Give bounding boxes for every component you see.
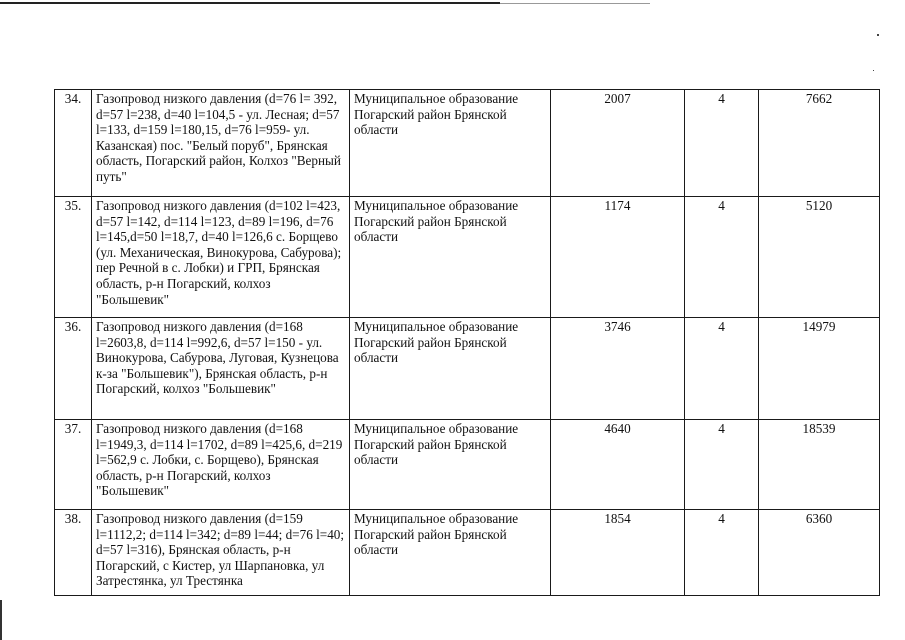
row-number: 38. [55, 510, 92, 596]
cost-value: 7662 [759, 90, 880, 197]
owner-name: Муниципальное образование Погарский район Брянской области [350, 510, 551, 596]
table-row [55, 420, 880, 510]
scan-speck [877, 34, 879, 36]
row-number: 36. [55, 318, 92, 420]
length-value: 1174 [551, 197, 685, 318]
category-value: 4 [685, 420, 759, 510]
length-value: 4640 [551, 420, 685, 510]
scan-speck [873, 70, 874, 71]
table-row [55, 318, 880, 420]
cost-value: 18539 [759, 420, 880, 510]
object-description: Газопровод низкого давления (d=168 l=2603,8, d=114 l=992,6, d=57 l=150 - ул. Винокурова, Сабурова, Луговая, Кузнецова к-за "Большевик"), Брянская область, р-н Погарский, колхоз "Большевик" [92, 318, 350, 420]
length-value: 1854 [551, 510, 685, 596]
object-description: Газопровод низкого давления (d=102 l=423, d=57 l=142, d=114 l=123, d=89 l=196, d=76 l=145,d=50 l=18,7, d=40 l=126,6 с. Борщево (ул. Механическая, Винокурова, Сабурова); пер Речной в с. Лобки) и ГРП, Брянская область, р-н Погарский, колхоз "Большевик" [92, 197, 350, 318]
table-row [55, 510, 880, 596]
owner-name: Муниципальное образование Погарский район Брянской области [350, 197, 551, 318]
category-value: 4 [685, 197, 759, 318]
category-value: 4 [685, 318, 759, 420]
cost-value: 14979 [759, 318, 880, 420]
owner-name: Муниципальное образование Погарский район Брянской области [350, 90, 551, 197]
scan-border-top-faint [500, 3, 650, 4]
scan-border-top [0, 2, 500, 4]
row-number: 34. [55, 90, 92, 197]
object-description: Газопровод низкого давления (d=76 l= 392, d=57 l=238, d=40 l=104,5 - ул. Лесная; d=57 l=133, d=159 l=180,15, d=76 l=959- ул. Казанская) пос. "Белый поруб", Брянская область, Погарский район, Колхоз "Верный путь" [92, 90, 350, 197]
owner-name: Муниципальное образование Погарский район Брянской области [350, 318, 551, 420]
cost-value: 6360 [759, 510, 880, 596]
row-number: 35. [55, 197, 92, 318]
object-description: Газопровод низкого давления (d=168 l=1949,3, d=114 l=1702, d=89 l=425,6, d=219 l=562,9 с. Лобки, с. Борщево), Брянская область, р-н Погарский, колхоз "Большевик" [92, 420, 350, 510]
row-number: 37. [55, 420, 92, 510]
cost-value: 5120 [759, 197, 880, 318]
owner-name: Муниципальное образование Погарский район Брянской области [350, 420, 551, 510]
scan-border-left [0, 600, 2, 640]
category-value: 4 [685, 510, 759, 596]
length-value: 3746 [551, 318, 685, 420]
table-row [55, 197, 880, 318]
length-value: 2007 [551, 90, 685, 197]
object-description: Газопровод низкого давления (d=159 l=1112,2; d=114 l=342; d=89 l=44; d=76 l=40; d=57 l=316), Брянская область, р-н Погарский, с Кистер, ул Шарпановка, ул Затрестянка, ул Трестянка [92, 510, 350, 596]
gas-pipeline-registry-table [54, 89, 880, 596]
category-value: 4 [685, 90, 759, 197]
table-row [55, 90, 880, 197]
